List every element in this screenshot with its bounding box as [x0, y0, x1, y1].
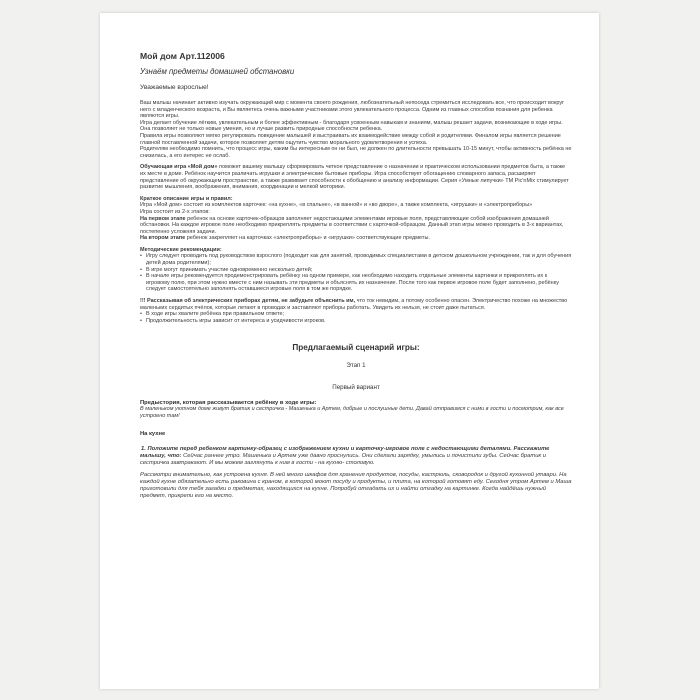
step-1-lead: Положите перед ребенком картинку-образец с изображением кухни и карточку-игровое поле с недостающими деталями. Расскажите малышу, что: — [140, 445, 550, 459]
section-kitchen: На кухне — [140, 430, 166, 437]
product-subtitle: Узнаём предметы домашней обстановки — [140, 67, 295, 76]
step-1-number: 1. — [141, 445, 146, 452]
variant-label: Первый вариант — [332, 384, 380, 392]
method-heading: Методические рекомендации: — [140, 246, 222, 253]
story-text: В маленьком уютном доме живут братик и сестричка - Машенька и Артем, добрые и послушные дети. Давай отправимся с ними в гости и посмотрим, как все устроено там! — [140, 406, 564, 419]
scenario-heading: Предлагаемый сценарий игры: — [292, 343, 420, 353]
rules-stage-1-text: ребенок на основе карточек-образцов заполняет недостающими элементами игровые поля, представляющие собой изображения домашней обстановки. На каждое игровое поле необходимо прикреплять предметы в соответствии с карточкой-образцом. Данный этап игры можно проводить в 3-х вариантах, постепенно усложняя задачи. — [140, 215, 564, 235]
warning-item: • В ходе игры хвалите ребёнка при правильном ответе; — [140, 311, 572, 318]
story-label: Предыстория, которая рассказывается ребёнку в ходе игры: — [140, 400, 317, 407]
instruction-sheet — [100, 13, 599, 689]
rules-stage-1 — [140, 216, 572, 236]
method-item: • Игру следует проводить под руководством взрослого (подходит как для занятий, проводимых специалистами в детском дошкольном учреждении, так и для обучения детей дома родителями); — [140, 253, 572, 266]
step-1-text: Сейчас раннее утро. Машенька и Артем уже давно проснулись. Они сделали зарядку, умылись и почистили зубы. Сейчас братик и сестричка завтракают. И мы можем заглянуть к ним в гости - на кухню- столовую. — [140, 452, 547, 466]
warning-item: • Продолжительность игры зависит от интереса и усидчивости игроков. — [140, 318, 572, 325]
stage-label: Этап 1 — [346, 362, 366, 370]
rules-line-2: Игра состоит из 2-х этапов: — [140, 208, 210, 215]
warning-text: что ток невидим, а потому особенно опасен. Электричество похоже на множество маленьких сердитых пчёлок, которые летают в проводах и заставляют приборы работать. Увидеть их нельзя, не стоит даже пытаться. — [140, 298, 568, 311]
rules-stage-1-lead: На первом этапе — [140, 215, 186, 222]
game-about-text: поможет вашему малышу сформировать четкое представление о назначении и практическом использовании предметов быта, а также их месте в доме. Ребёнок научится различать игрушки и электрические бытовые приборы. Игра способствует обогащению словарного запаса, расширяет представление об окружающем пространстве, а также развивает способности к обобщению и анализу информации. Серия «Умные липучки» ТМ Pic'nMix стимулирует развитие мышления, воображения, внимания, координации и мелкой моторики. — [140, 164, 569, 191]
method-list — [140, 253, 572, 293]
intro-paragraph-3: Правила игры позволяют мягко регулировать поведение малышей и выстраивать их взаимодействие между собой и родителями. Финалом игры является решение главной поставленной задачи, которое позволяет детям ощутить чувство морального удовлетворения и успеха. — [140, 132, 561, 146]
warning-lead: !!! Рассказывая об электрических приборах детям, не забудьте объяснить им, — [140, 298, 356, 305]
warning-paragraph — [140, 298, 572, 311]
greeting: Уважаемые взрослые! — [140, 84, 209, 91]
step-2: Рассмотри внимательно, как устроена кухня. В ней много шкафов для хранения продуктов, посуды, кастрюль, сковородок и другой кухонной утвари. На каждой кухне обязательно есть раковина с краном, в которой моют посуду и продукты, и плита, на которой готовят еду. Сегодня утром Артем и Маша приготовили для тебя загадки о предметах, находящихся на кухне. Попробуй отгадать их и найти отгадку на картинке. Когда найдёшь нужный предмет, прикрепи его на место. — [140, 471, 572, 499]
rules-stage-2 — [140, 235, 572, 242]
intro-paragraph-4: Родителям необходимо помнить, что процесс игры, каким бы интересным он ни был, не должен по длительности превышать 10-15 минут, чтобы активность ребёнка не снизилась, а его интерес не ослаб. — [140, 146, 572, 159]
rules-heading: Краткое описание игры и правил: — [140, 195, 233, 202]
game-about-lead: Обучающая игра «Мой дом» — [140, 164, 218, 171]
step-1 — [140, 446, 572, 467]
method-item: • В игре могут принимать участие одновременно несколько детей; — [140, 267, 572, 274]
product-title: Мой дом Арт.112006 — [140, 51, 225, 61]
sheet-content — [140, 51, 572, 500]
rules-line-1: Игра «Мой дом» состоит из комплектов карточек: «на кухне», «в спальне», «в ванной» и «во дворе», а также комплекта, «игрушки» и «электроприборы» — [140, 202, 533, 209]
warning-list — [140, 311, 572, 324]
intro-paragraph-2: Игра делает обучение лёгким, увлекательным и более эффективным - благодаря усвоенным навыкам и знаниям, малыш решает задачи, возникающие в ходе игры. Она позволяет не только новые умения, но и лучше развить природные способности ребенка. — [140, 119, 563, 133]
rules-stage-2-lead: На втором этапе — [140, 235, 186, 242]
method-item: • В начале игры рекомендуется продемонстрировать ребёнку на одном примере, как необходимо находить отдельные элементы картинки и прикреплять их к игровому полю, при этом нужно вместе с ним называть эти предметы и объяснять их назначение. После того как первое игровое поле будет заполнено, ребёнку следует самостоятельно заполнять оставшиеся игровые поля в том же порядке. — [140, 273, 572, 293]
game-about-paragraph — [140, 164, 572, 190]
intro-paragraph-1: Ваш малыш начинает активно изучать окружающий мир с момента своего рождения, любознательный непоседа стремиться исследовать все, что происходит вокруг него с младенческого возраста, и Вы являетесь очень важными участниками этого увлекательного процесса. Одним из главных способов познания для ребенка являются игры. — [140, 100, 565, 120]
rules-stage-2-text: ребенок закрепляет на карточках «электроприборы» и «игрушки» соответствующие предметы. — [185, 235, 430, 242]
